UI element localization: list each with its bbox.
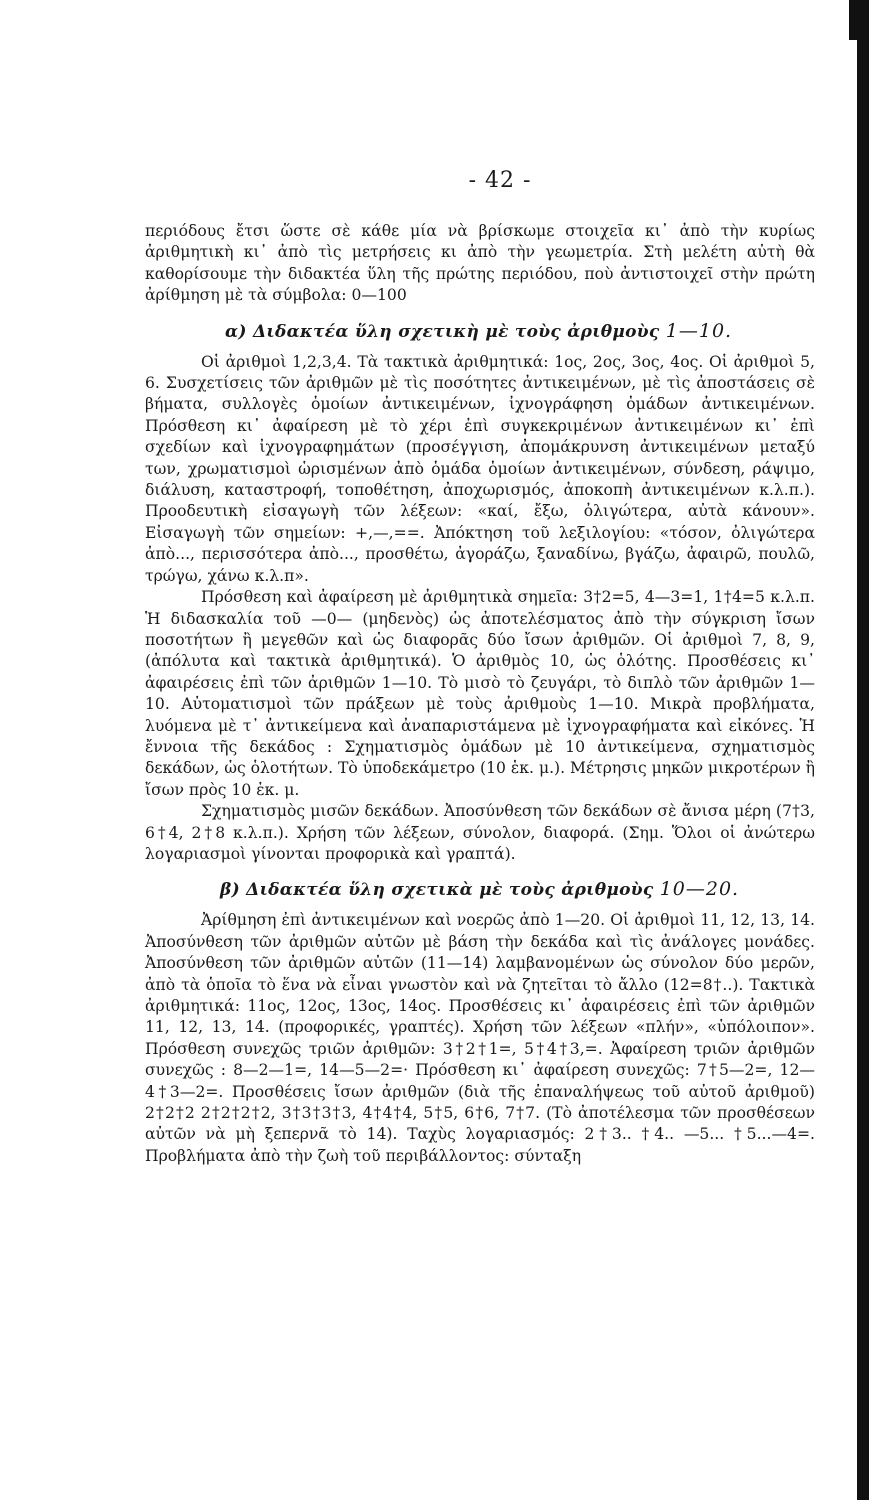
section-a-paragraph-3: Σχηματισμὸς μισῶν δεκάδων. Ἀποσύνθεση τῶν δεκάδων σὲ ἄνισα μέρη (7†3, 6†4, 2†8 κ.λ.π.). Χρήση τῶν λέξεων, σύνολον, διαφορά. (Σημ. Ὅλοι οἱ ἀνώτερω λογαριασμοὶ γίνονται προφορικὰ καὶ γραπτά).: [145, 802, 815, 863]
document-page: [145, 168, 815, 1167]
section-b-title: β) Διδακτέα ὕλη σχετικὰ μὲ τοὺς ἀριθμοὺς: [220, 880, 654, 901]
section-a-paragraph-2: Πρόσθεση καὶ ἀφαίρεση μὲ ἀριθμητικὰ σημεῖα: 3†2=5, 4—3=1, 1†4=5 κ.λ.π. Ἡ διδασκαλία τοῦ —0— (μηδενὸς) ὡς ἀποτελέσματος ἀπὸ τὴν σύγκριση ἴσων ποσοτήτων ἢ μεγεθῶν καὶ ὡς διαφορᾶς δύο ἴσων ἀριθμῶν. Οἱ ἀριθμοὶ 7, 8, 9, (ἀπόλυτα καὶ τακτικὰ ἀριθμητικά). Ὁ ἀριθμὸς 10, ὡς ὁλότης. Προσθέσεις κι᾿ ἀφαιρέσεις ἐπὶ τῶν ἀριθμῶν 1—10. Τὸ μισὸ τὸ ζευγάρι, τὸ διπλὸ τῶν ἀριθμῶν 1—10. Αὐτοματισμοὶ τῶν πράξεων μὲ τοὺς ἀριθμοὺς 1—10. Μικρὰ προβλήματα, λυόμενα μὲ τ᾿ ἀντικείμενα καὶ ἀναπαριστάμενα μὲ ἰχνογραφήματα καὶ εἰκόνες. Ἡ ἔννοια τῆς δεκάδος : Σχηματισμὸς ὁμάδων μὲ 10 ἀντικείμενα, σχηματισμὸς δεκάδων, ὡς ὁλοτήτων. Τὸ ὑποδεκάμετρο (10 ἑκ. μ.). Μέτρησις μηκῶν μικροτέρων ἢ ἴσων πρὸς 10 ἑκ. μ.: [145, 588, 815, 799]
section-b-paragraph-1: Ἀρίθμηση ἐπὶ ἀντικειμένων καὶ νοερῶς ἀπὸ 1—20. Οἱ ἀριθμοὶ 11, 12, 13, 14. Ἀποσύνθεση τῶν ἀριθμῶν αὐτῶν μὲ βάση τὴν δεκάδα καὶ τὶς ἀνάλογες μονάδες. Ἀποσύνθεση τῶν ἀριθμῶν αὐτῶν (11—14) λαμβανομένων ὡς σύνολον δύο μερῶν, ἀπὸ τὰ ὁποῖα τὸ ἕνα νὰ εἶναι γνωστὸν καὶ νὰ ζητεῖται τὸ ἄλλο (12=8†..). Τακτικὰ ἀριθμητικά: 11ος, 12ος, 13ος, 14ος. Προσθέσεις κι᾿ ἀφαιρέσεις ἐπὶ τῶν ἀριθμῶν 11, 12, 13, 14. (προφορικές, γραπτές). Χρήση τῶν λέξεων «πλήν», «ὑπόλοιπον». Πρόσθεση συνεχῶς τριῶν ἀριθμῶν: 3†2†1=, 5†4†3,=. Ἀφαίρεση τριῶν ἀριθμῶν συνεχῶς : 8—2—1=, 14—5—2=· Πρόσθεση κι᾿ ἀφαίρεση συνεχῶς: 7†5—2=, 12—4†3—2=. Προσθέσεις ἴσων ἀριθμῶν (διὰ τῆς ἐπαναλήψεως τοῦ αὐτοῦ ἀριθμοῦ) 2†2†2 2†2†2†2, 3†3†3†3, 4†4†4, 5†5, 6†6, 7†7. (Τὸ ἀποτέλεσμα τῶν προσθέσεων αὐτῶν νὰ μὴ ξεπερνᾶ τὸ 14). Ταχὺς λογαριασμός: 2†3.. †4.. —5... †5...—4=. Προβλήματα ἀπὸ τὴν ζωὴ τοῦ περιβάλλοντος: σύνταξη: [145, 911, 815, 1165]
section-a-paragraph-1: Οἱ ἀριθμοὶ 1,2,3,4. Τὰ τακτικὰ ἀριθμητικά: 1ος, 2ος, 3ος, 4ος. Οἱ ἀριθμοὶ 5, 6. Συσχετίσεις τῶν ἀριθμῶν μὲ τὶς ποσότητες ἀντικειμένων, μὲ τὶς ἀποστάσεις σὲ βήματα, συλλογὲς ὁμοίων ἀντικειμένων, ἰχνογράφηση ὁμάδων ἀντικειμένων. Πρόσθεση κι᾿ ἀφαίρεση μὲ τὸ χέρι ἐπὶ συγκεκριμένων ἀντικειμένων κι᾿ ἐπὶ σχεδίων καὶ ἰχνογραφημάτων (προσέγγιση, ἀπομάκρυνση ἀντικειμένων μεταξύ των, χρωματισμοὶ ὡρισμένων ἀπὸ ὁμάδα ὁμοίων ἀντικειμένων, σύνδεση, ράψιμο, διάλυση, καταστροφή, τοποθέτηση, ἀποχωρισμός, ἀποκοπὴ ἀντικειμένων κ.λ.π.). Προοδευτικὴ εἰσαγωγὴ τῶν λέξεων: «καί, ἔξω, ὀλιγώτερα, αὐτὰ κάνουν». Εἰσαγωγὴ τῶν σημείων: +,—,==. Ἀπόκτηση τοῦ λεξιλογίου: «τόσον, ὀλιγώτερα ἀπὸ..., περισσότερα ἀπὸ..., προσθέτω, ἀγοράζω, ξαναδίνω, βγάζω, ἀφαιρῶ, πουλῶ, τρώγω, χάνω κ.λ.π».: [145, 352, 815, 585]
page-number: - 42 -: [468, 168, 532, 193]
scan-edge-top: [849, 0, 857, 40]
intro-paragraph: περιόδους ἔτσι ὥστε σὲ κάθε μία νὰ βρίσκωμε στοιχεῖα κι᾿ ἀπὸ τὴν κυρίως ἀριθμητικὴ κι᾿ ἀπὸ τὶς μετρήσεις κι ἀπὸ τὴν γεωμετρία. Στὴ μελέτη αὐτὴ θὰ καθορίσουμε τὴν διδακτέα ὕλη τῆς πρώτης περιόδου, ποὺ ἀντιστοιχεῖ στὴν πρώτη ἀρίθμηση μὲ τὰ σύμβολα: 0—100: [145, 222, 815, 305]
section-a-heading: [145, 319, 815, 344]
section-b-heading: [145, 877, 815, 902]
scan-edge-right: [857, 0, 869, 1500]
section-a-title: α) Διδακτέα ὕλη σχετικὴ μὲ τοὺς ἀριθμοὺς: [225, 321, 660, 342]
section-b-range: 10—20.: [659, 878, 740, 901]
section-a-range: 1—10.: [665, 319, 733, 342]
